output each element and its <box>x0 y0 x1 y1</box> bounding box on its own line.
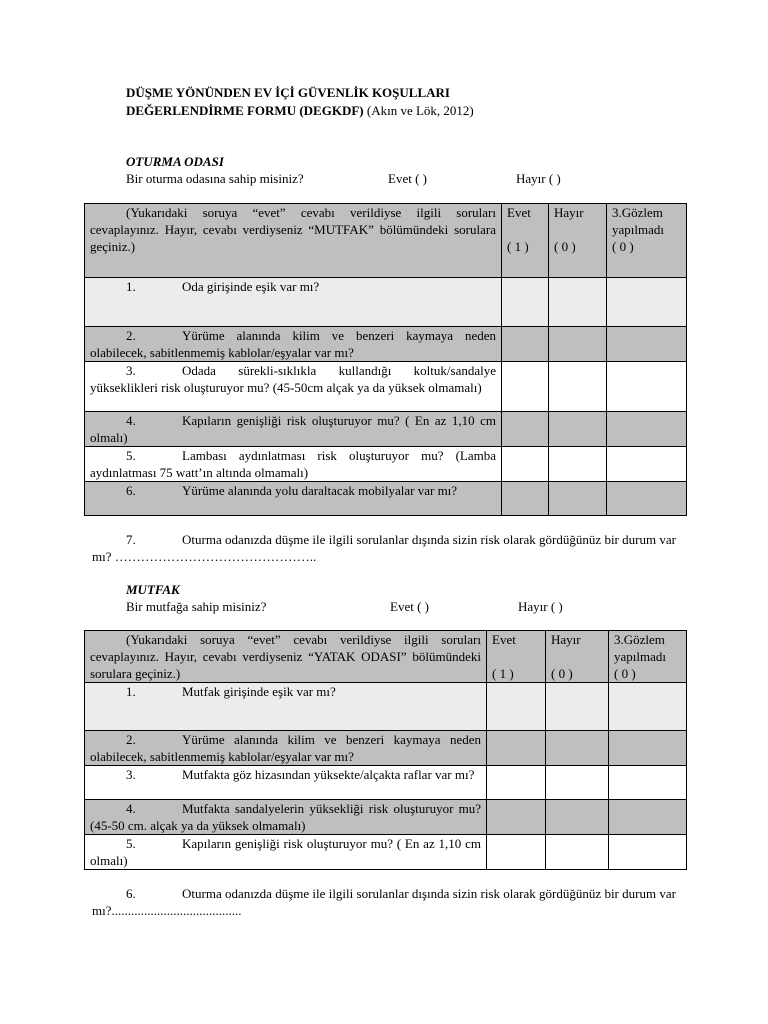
question-text: Yürüme alanında yolu daraltacak mobilyalar var mı? <box>182 483 458 498</box>
answer-cell-not-observed[interactable] <box>609 766 687 800</box>
answer-cell-yes[interactable] <box>487 683 546 731</box>
table-instruction: (Yukarıdaki soruya “evet” cevabı verildiyse ilgili soruları cevaplayınız. Hayır, cevabı verdiyseniz “MUTFAK” bölümündeki sorulara geçiniz.) <box>85 204 502 278</box>
table-row: 3. Odada sürekli-sıklıkla kullandığı koltuk/sandalye yükseklikleri risk oluşturuyor mu? (45-50cm alçak ya da yüksek olmamalı) <box>85 362 687 412</box>
answer-cell-no[interactable] <box>549 412 607 447</box>
answer-cell-not-observed[interactable] <box>609 731 687 766</box>
form-title-name: DEĞERLENDİRME FORMU (DEGKDF) <box>126 103 364 118</box>
answer-cell-yes[interactable] <box>502 362 549 412</box>
answer-cell-no[interactable] <box>549 327 607 362</box>
section-heading-living-room: OTURMA ODASI <box>126 154 224 169</box>
col-header-not-observed: 3.Gözlem yapılmadı ( 0 ) <box>607 204 687 278</box>
living-room-followup-question: 7. Oturma odanızda düşme ile ilgili sorulanlar dışında sizin risk olarak gördüğünüz bir durum var mı? ……………………………………….. <box>92 532 676 564</box>
answer-cell-no[interactable] <box>549 278 607 327</box>
answer-cell-not-observed[interactable] <box>609 683 687 731</box>
col-header-yes: Evet ( 1 ) <box>487 631 546 683</box>
form-title-line1: DÜŞME YÖNÜNDEN EV İÇİ GÜVENLİK KOŞULLARI <box>126 85 450 100</box>
living-room-yes-option[interactable]: Evet ( ) <box>388 171 427 186</box>
answer-cell-no[interactable] <box>546 800 609 835</box>
question-text: Kapıların genişliği risk oluşturuyor mu? ( En az 1,10 cm olmalı) <box>90 413 496 445</box>
table-row: 1. Mutfak girişinde eşik var mı? <box>85 683 687 731</box>
answer-cell-not-observed[interactable] <box>607 482 687 516</box>
answer-cell-no[interactable] <box>546 766 609 800</box>
living-room-table <box>84 203 687 516</box>
followup-text: Oturma odanızda düşme ile ilgili sorulanlar dışında sizin risk olarak gördüğünüz bir durum var mı?........................................ <box>92 886 676 918</box>
answer-cell-yes[interactable] <box>502 447 549 482</box>
answer-cell-yes[interactable] <box>487 800 546 835</box>
question-text: Yürüme alanında kilim ve benzeri kaymaya neden olabilecek, sabitlenmemiş kablolar/eşyalar var mı? <box>90 328 496 360</box>
col-header-not-observed: 3.Gözlem yapılmadı ( 0 ) <box>609 631 687 683</box>
answer-cell-no[interactable] <box>546 835 609 870</box>
table-row: 2. Yürüme alanında kilim ve benzeri kaymaya neden olabilecek, sabitlenmemiş kablolar/eşyalar var mı? <box>85 731 687 766</box>
answer-cell-no[interactable] <box>549 362 607 412</box>
answer-cell-yes[interactable] <box>487 731 546 766</box>
kitchen-table <box>84 630 687 870</box>
table-row: 2. Yürüme alanında kilim ve benzeri kaymaya neden olabilecek, sabitlenmemiş kablolar/eşyalar var mı? <box>85 327 687 362</box>
answer-cell-not-observed[interactable] <box>607 327 687 362</box>
answer-cell-yes[interactable] <box>502 278 549 327</box>
answer-cell-not-observed[interactable] <box>607 278 687 327</box>
question-text: Oda girişinde eşik var mı? <box>182 279 320 294</box>
col-header-no: Hayır ( 0 ) <box>546 631 609 683</box>
kitchen-no-option[interactable]: Hayır ( ) <box>518 599 563 614</box>
kitchen-question: Bir mutfağa sahip misiniz? <box>126 599 267 614</box>
question-text: Mutfak girişinde eşik var mı? <box>182 684 336 699</box>
table-row: 4. Mutfakta sandalyelerin yüksekliği risk oluşturuyor mu? (45-50 cm. alçak ya da yüksek olmamalı) <box>85 800 687 835</box>
table-row: 3. Mutfakta göz hizasından yüksekte/alçakta raflar var mı? <box>85 766 687 800</box>
followup-text: Oturma odanızda düşme ile ilgili sorulanlar dışında sizin risk olarak gördüğünüz bir durum var mı? ……………………………………….. <box>92 532 676 564</box>
question-text: Mutfakta göz hizasından yüksekte/alçakta raflar var mı? <box>182 767 475 782</box>
table-row: 5. Lambası aydınlatması risk oluşturuyor mu? (Lamba aydınlatması 75 watt’ın altında olmamalı) <box>85 447 687 482</box>
section-heading-kitchen: MUTFAK <box>126 582 180 597</box>
table-row: 1. Oda girişinde eşik var mı? <box>85 278 687 327</box>
table-row: 6. Yürüme alanında yolu daraltacak mobilyalar var mı? <box>85 482 687 516</box>
question-text: Yürüme alanında kilim ve benzeri kaymaya neden olabilecek, sabitlenmemiş kablolar/eşyalar var mı? <box>90 732 481 764</box>
question-text: Kapıların genişliği risk oluşturuyor mu? ( En az 1,10 cm olmalı) <box>90 836 481 868</box>
living-room-no-option[interactable]: Hayır ( ) <box>516 171 561 186</box>
living-room-question: Bir oturma odasına sahip misiniz? <box>126 171 304 186</box>
question-text: Mutfakta sandalyelerin yüksekliği risk oluşturuyor mu? (45-50 cm. alçak ya da yüksek olmamalı) <box>90 801 481 833</box>
col-header-yes: Evet ( 1 ) <box>502 204 549 278</box>
form-title-line2 <box>126 102 474 119</box>
table-instruction: (Yukarıdaki soruya “evet” cevabı verildiyse ilgili soruları cevaplayınız. Hayır, cevabı verdiyseniz “YATAK ODASI” bölümündeki sorulara geçiniz.) <box>85 631 487 683</box>
answer-cell-not-observed[interactable] <box>607 447 687 482</box>
answer-cell-not-observed[interactable] <box>609 800 687 835</box>
col-header-no: Hayır ( 0 ) <box>549 204 607 278</box>
answer-cell-no[interactable] <box>546 683 609 731</box>
answer-cell-yes[interactable] <box>487 835 546 870</box>
kitchen-yes-option[interactable]: Evet ( ) <box>390 599 429 614</box>
answer-cell-not-observed[interactable] <box>607 362 687 412</box>
answer-cell-yes[interactable] <box>487 766 546 800</box>
answer-cell-not-observed[interactable] <box>607 412 687 447</box>
answer-cell-no[interactable] <box>549 447 607 482</box>
answer-cell-yes[interactable] <box>502 412 549 447</box>
answer-cell-no[interactable] <box>549 482 607 516</box>
table-row: 4. Kapıların genişliği risk oluşturuyor mu? ( En az 1,10 cm olmalı) <box>85 412 687 447</box>
answer-cell-not-observed[interactable] <box>609 835 687 870</box>
table-row: 5. Kapıların genişliği risk oluşturuyor mu? ( En az 1,10 cm olmalı) <box>85 835 687 870</box>
question-text: Lambası aydınlatması risk oluşturuyor mu? (Lamba aydınlatması 75 watt’ın altında olmamalı) <box>90 448 496 480</box>
answer-cell-no[interactable] <box>546 731 609 766</box>
form-title-citation: (Akın ve Lök, 2012) <box>363 103 474 118</box>
question-text: Odada sürekli-sıklıkla kullandığı koltuk/sandalye yükseklikleri risk oluşturuyor mu? (45-50cm alçak ya da yüksek olmamalı) <box>90 363 496 395</box>
answer-cell-yes[interactable] <box>502 482 549 516</box>
kitchen-followup-question: 6. Oturma odanızda düşme ile ilgili sorulanlar dışında sizin risk olarak gördüğünüz bir durum var mı?........................................ <box>92 886 676 918</box>
answer-cell-yes[interactable] <box>502 327 549 362</box>
